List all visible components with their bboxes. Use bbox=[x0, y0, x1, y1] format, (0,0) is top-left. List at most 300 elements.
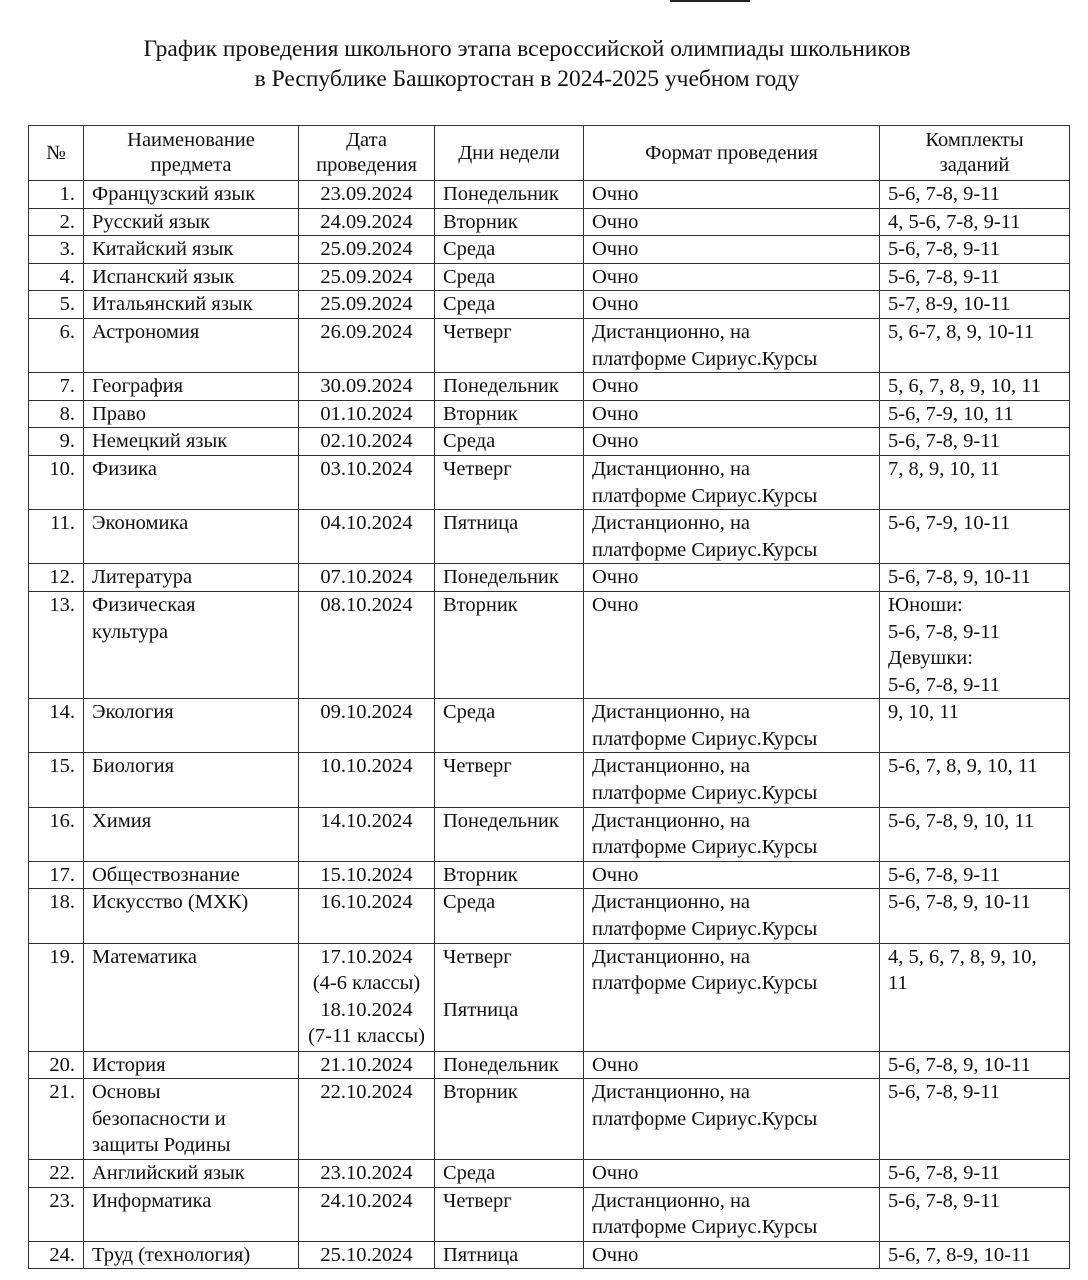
task-sets bbox=[880, 263, 1070, 291]
event-date-line: 30.09.2024 bbox=[320, 375, 413, 398]
task-sets bbox=[880, 1160, 1070, 1188]
weekday bbox=[435, 373, 584, 401]
event-format bbox=[584, 591, 880, 698]
event-date-line: 04.10.2024 bbox=[320, 512, 413, 535]
weekday bbox=[435, 943, 584, 1051]
event-format bbox=[584, 699, 880, 753]
row-number: 5. bbox=[29, 291, 84, 319]
event-date-line: 07.10.2024 bbox=[320, 566, 413, 589]
weekday bbox=[435, 861, 584, 889]
weekday bbox=[435, 1160, 584, 1188]
subject-name-line: Искусство (МХК) bbox=[92, 891, 249, 914]
weekday-line: Вторник bbox=[443, 210, 518, 233]
event-date-line: 09.10.2024 bbox=[320, 701, 413, 724]
row-number: 10. bbox=[29, 455, 84, 509]
event-date bbox=[299, 455, 435, 509]
event-date bbox=[299, 263, 435, 291]
task-sets-line: 5-6, 7-8, 9, 10-11 bbox=[888, 1053, 1031, 1076]
subject-name bbox=[84, 318, 299, 372]
event-date bbox=[299, 1079, 435, 1160]
event-format-line: Дистанционно, на bbox=[592, 755, 751, 778]
header-days: Дни недели bbox=[435, 126, 584, 181]
table-header-row bbox=[29, 126, 1070, 181]
table-row bbox=[29, 510, 1070, 564]
subject-name-line: Математика bbox=[92, 945, 197, 968]
task-sets-line: 5-6, 7-9, 10-11 bbox=[888, 512, 1011, 535]
event-date bbox=[299, 400, 435, 428]
task-sets-line: 5-6, 7-8, 9-11 bbox=[888, 863, 1000, 886]
weekday bbox=[435, 753, 584, 807]
task-sets bbox=[880, 318, 1070, 372]
subject-name bbox=[84, 943, 299, 1051]
subject-name bbox=[84, 889, 299, 943]
weekday-line bbox=[443, 970, 575, 997]
weekday bbox=[435, 400, 584, 428]
task-sets-line: 5-6, 7, 8-9, 10-11 bbox=[888, 1243, 1031, 1266]
table-row bbox=[29, 1241, 1070, 1269]
task-sets-line: 4, 5, 6, 7, 8, 9, 10, bbox=[888, 945, 1037, 968]
subject-name-line: безопасности и bbox=[92, 1107, 226, 1130]
weekday-line: Среда bbox=[443, 265, 496, 288]
event-date-line: (4-6 классы) bbox=[312, 972, 421, 995]
subject-name-line: Физическая bbox=[92, 593, 196, 616]
weekday-line: Четверг bbox=[443, 457, 512, 480]
row-number: 9. bbox=[29, 428, 84, 456]
event-date bbox=[299, 428, 435, 456]
event-date bbox=[299, 1160, 435, 1188]
task-sets-line: 5-6, 7-8, 9, 10, 11 bbox=[888, 809, 1035, 832]
event-format bbox=[584, 208, 880, 236]
event-date-line: 03.10.2024 bbox=[320, 457, 413, 480]
weekday bbox=[435, 1187, 584, 1241]
event-date-line: 17.10.2024 bbox=[320, 945, 413, 968]
weekday bbox=[435, 428, 584, 456]
event-format bbox=[584, 263, 880, 291]
event-format-line: Очно bbox=[592, 1243, 639, 1266]
weekday-line: Понедельник bbox=[443, 1053, 559, 1076]
task-sets-line: 4, 5-6, 7-8, 9-11 bbox=[888, 210, 1021, 233]
subject-name bbox=[84, 236, 299, 264]
event-format-line: платформе Сириус.Курсы bbox=[592, 347, 818, 370]
task-sets bbox=[880, 428, 1070, 456]
header-kits: Комплекты заданий bbox=[880, 126, 1070, 181]
task-sets bbox=[880, 1051, 1070, 1079]
table-row bbox=[29, 291, 1070, 319]
subject-name bbox=[84, 208, 299, 236]
event-format bbox=[584, 318, 880, 372]
weekday-line: Вторник bbox=[443, 863, 518, 886]
weekday bbox=[435, 699, 584, 753]
event-date-line: 16.10.2024 bbox=[320, 891, 413, 914]
weekday bbox=[435, 1241, 584, 1269]
event-format bbox=[584, 943, 880, 1051]
event-format-line: платформе Сириус.Курсы bbox=[592, 1216, 818, 1239]
weekday bbox=[435, 455, 584, 509]
task-sets-line: 5-7, 8-9, 10-11 bbox=[888, 293, 1011, 316]
event-format-line: платформе Сириус.Курсы bbox=[592, 1107, 818, 1130]
subject-name-line: Химия bbox=[92, 809, 152, 832]
subject-name-line: Обществознание bbox=[92, 863, 240, 886]
event-date-line: 25.09.2024 bbox=[320, 265, 413, 288]
event-format-line: Очно bbox=[592, 566, 639, 589]
task-sets-line: 5, 6-7, 8, 9, 10-11 bbox=[888, 320, 1035, 343]
event-format-line: Очно bbox=[592, 293, 639, 316]
event-format-line: платформе Сириус.Курсы bbox=[592, 836, 818, 859]
weekday-line: Четверг bbox=[443, 755, 512, 778]
row-number: 22. bbox=[29, 1160, 84, 1188]
weekday-line: Четверг bbox=[443, 1189, 512, 1212]
weekday-line: Пятница bbox=[443, 1243, 519, 1266]
weekday bbox=[435, 564, 584, 592]
table-row bbox=[29, 1051, 1070, 1079]
event-format bbox=[584, 861, 880, 889]
event-date-line: 25.09.2024 bbox=[320, 238, 413, 261]
task-sets-line: 5-6, 7-8, 9-11 bbox=[888, 1081, 1000, 1104]
weekday-line: Пятница bbox=[443, 998, 519, 1021]
event-format-line: Очно bbox=[592, 402, 639, 425]
event-format-line: платформе Сириус.Курсы bbox=[592, 918, 818, 941]
title-line-2: в Республике Башкортостан в 2024-2025 учебном году bbox=[254, 66, 800, 92]
weekday-line: Четверг bbox=[443, 945, 512, 968]
event-format-line: Очно bbox=[592, 1053, 639, 1076]
row-number: 17. bbox=[29, 861, 84, 889]
subject-name bbox=[84, 510, 299, 564]
olympiad-schedule-table bbox=[28, 125, 1070, 1269]
event-format-line: Дистанционно, на bbox=[592, 457, 751, 480]
subject-name bbox=[84, 1051, 299, 1079]
row-number: 16. bbox=[29, 807, 84, 861]
document-title bbox=[0, 34, 1054, 94]
weekday bbox=[435, 807, 584, 861]
event-format bbox=[584, 1079, 880, 1160]
weekday-line: Понедельник bbox=[443, 375, 559, 398]
task-sets bbox=[880, 181, 1070, 209]
task-sets-line: 5-6, 7-8, 9-11 bbox=[888, 265, 1000, 288]
row-number: 6. bbox=[29, 318, 84, 372]
table-row bbox=[29, 181, 1070, 209]
subject-name bbox=[84, 753, 299, 807]
event-date bbox=[299, 510, 435, 564]
weekday-line: Среда bbox=[443, 1162, 496, 1184]
header-date: Дата проведения bbox=[299, 126, 435, 181]
subject-name bbox=[84, 1187, 299, 1241]
task-sets-line: 11 bbox=[888, 972, 908, 995]
subject-name-line: Физика bbox=[92, 457, 157, 480]
subject-name-line: Биология bbox=[92, 755, 175, 778]
row-number: 19. bbox=[29, 943, 84, 1051]
table-body bbox=[29, 181, 1070, 1269]
table-row bbox=[29, 236, 1070, 264]
row-number: 24. bbox=[29, 1241, 84, 1269]
table-row bbox=[29, 373, 1070, 401]
weekday bbox=[435, 318, 584, 372]
weekday-line: Четверг bbox=[443, 320, 512, 343]
weekday-line: Среда bbox=[443, 430, 496, 453]
event-format-line: Дистанционно, на bbox=[592, 512, 751, 535]
task-sets bbox=[880, 753, 1070, 807]
event-date bbox=[299, 564, 435, 592]
weekday bbox=[435, 889, 584, 943]
weekday-line: Понедельник bbox=[443, 566, 559, 589]
event-format-line: платформе Сириус.Курсы bbox=[592, 782, 818, 805]
task-sets-line: 5, 6, 7, 8, 9, 10, 11 bbox=[888, 375, 1041, 398]
title-line-1: График проведения школьного этапа всероссийской олимпиады школьников bbox=[143, 36, 911, 62]
event-format bbox=[584, 753, 880, 807]
event-date bbox=[299, 208, 435, 236]
event-date bbox=[299, 373, 435, 401]
event-format-line: Очно bbox=[592, 863, 639, 886]
table-row bbox=[29, 943, 1070, 1051]
event-format-line: платформе Сириус.Курсы bbox=[592, 538, 818, 561]
header-subject: Наименование предмета bbox=[84, 126, 299, 181]
event-date-line: 08.10.2024 bbox=[320, 593, 413, 616]
event-date-line: (7-11 классы) bbox=[308, 1025, 425, 1048]
event-format-line: Дистанционно, на bbox=[592, 701, 751, 724]
event-format-line: Очно bbox=[592, 183, 639, 205]
weekday bbox=[435, 591, 584, 698]
task-sets-line: 9, 10, 11 bbox=[888, 701, 959, 724]
event-format bbox=[584, 400, 880, 428]
event-date-line: 23.10.2024 bbox=[320, 1162, 413, 1184]
event-format-line: Очно bbox=[592, 210, 639, 233]
subject-name bbox=[84, 263, 299, 291]
weekday bbox=[435, 510, 584, 564]
event-format bbox=[584, 1160, 880, 1188]
event-date-line: 22.10.2024 bbox=[320, 1081, 413, 1104]
header-format: Формат проведения bbox=[584, 126, 880, 181]
table-row bbox=[29, 208, 1070, 236]
event-date-line: 23.09.2024 bbox=[320, 183, 413, 205]
event-format bbox=[584, 291, 880, 319]
weekday-line: Среда bbox=[443, 293, 496, 316]
event-date-line: 02.10.2024 bbox=[320, 430, 413, 453]
event-format bbox=[584, 807, 880, 861]
weekday-line: Пятница bbox=[443, 512, 519, 535]
task-sets-line: 5-6, 7-8, 9-11 bbox=[888, 1162, 1000, 1184]
subject-name bbox=[84, 181, 299, 209]
weekday-line: Среда bbox=[443, 238, 496, 261]
event-date-line: 10.10.2024 bbox=[320, 755, 413, 778]
row-number: 23. bbox=[29, 1187, 84, 1241]
task-sets bbox=[880, 591, 1070, 698]
event-date bbox=[299, 1051, 435, 1079]
event-date bbox=[299, 807, 435, 861]
subject-name bbox=[84, 291, 299, 319]
subject-name-line: География bbox=[92, 375, 184, 398]
weekday bbox=[435, 208, 584, 236]
task-sets bbox=[880, 943, 1070, 1051]
weekday-line: Среда bbox=[443, 891, 496, 914]
table-row bbox=[29, 318, 1070, 372]
subject-name-line: Итальянский язык bbox=[92, 293, 253, 316]
event-format-line: Дистанционно, на bbox=[592, 1081, 751, 1104]
event-date-line: 01.10.2024 bbox=[320, 402, 413, 425]
task-sets bbox=[880, 455, 1070, 509]
table-row bbox=[29, 1160, 1070, 1188]
event-format-line: Дистанционно, на bbox=[592, 945, 751, 968]
table-row bbox=[29, 428, 1070, 456]
subject-name-line: Основы bbox=[92, 1081, 161, 1104]
top-rule-divider bbox=[670, 0, 750, 2]
task-sets-line: Девушки: bbox=[888, 647, 973, 670]
event-date bbox=[299, 291, 435, 319]
event-format bbox=[584, 889, 880, 943]
event-date bbox=[299, 861, 435, 889]
task-sets bbox=[880, 236, 1070, 264]
event-format bbox=[584, 564, 880, 592]
subject-name bbox=[84, 455, 299, 509]
subject-name-line: Французский язык bbox=[92, 183, 256, 205]
task-sets bbox=[880, 807, 1070, 861]
subject-name-line: Русский язык bbox=[92, 210, 211, 233]
table-row bbox=[29, 455, 1070, 509]
table-row bbox=[29, 564, 1070, 592]
event-date bbox=[299, 181, 435, 209]
row-number: 18. bbox=[29, 889, 84, 943]
row-number: 3. bbox=[29, 236, 84, 264]
header-num: № bbox=[29, 126, 84, 181]
subject-name-line: Литература bbox=[92, 566, 193, 589]
event-format-line: Очно bbox=[592, 430, 639, 453]
subject-name-line: Астрономия bbox=[92, 320, 200, 343]
weekday bbox=[435, 236, 584, 264]
table-row bbox=[29, 753, 1070, 807]
event-date-line: 14.10.2024 bbox=[320, 809, 413, 832]
task-sets-line: 5-6, 7-9, 10, 11 bbox=[888, 402, 1014, 425]
event-format-line: Дистанционно, на bbox=[592, 1189, 751, 1212]
row-number: 1. bbox=[29, 181, 84, 209]
task-sets-line: 5-6, 7-8, 9-11 bbox=[888, 620, 1000, 643]
row-number: 21. bbox=[29, 1079, 84, 1160]
weekday-line: Вторник bbox=[443, 593, 518, 616]
row-number: 12. bbox=[29, 564, 84, 592]
event-date-line: 18.10.2024 bbox=[320, 998, 413, 1021]
weekday-line: Понедельник bbox=[443, 809, 559, 832]
weekday-line: Понедельник bbox=[443, 183, 559, 205]
weekday-line: Вторник bbox=[443, 1081, 518, 1104]
task-sets-line: 5-6, 7-8, 9-11 bbox=[888, 238, 1000, 261]
weekday bbox=[435, 291, 584, 319]
event-format-line: Очно bbox=[592, 238, 639, 261]
event-format-line: Очно bbox=[592, 265, 639, 288]
event-format-line: Дистанционно, на bbox=[592, 320, 751, 343]
task-sets bbox=[880, 510, 1070, 564]
task-sets bbox=[880, 400, 1070, 428]
task-sets-line: Юноши: bbox=[888, 593, 963, 616]
weekday-line: Среда bbox=[443, 701, 496, 724]
table-row bbox=[29, 807, 1070, 861]
subject-name-line: Экономика bbox=[92, 512, 189, 535]
subject-name-line: История bbox=[92, 1053, 166, 1076]
event-format bbox=[584, 428, 880, 456]
event-date bbox=[299, 1187, 435, 1241]
subject-name-line: Китайский язык bbox=[92, 238, 234, 261]
subject-name bbox=[84, 400, 299, 428]
subject-name-line: Труд (технология) bbox=[92, 1243, 251, 1266]
event-date bbox=[299, 699, 435, 753]
event-format bbox=[584, 1241, 880, 1269]
row-number: 4. bbox=[29, 263, 84, 291]
event-date bbox=[299, 943, 435, 1051]
event-date-line: 24.09.2024 bbox=[320, 210, 413, 233]
task-sets bbox=[880, 1241, 1070, 1269]
task-sets-line: 5-6, 7-8, 9-11 bbox=[888, 430, 1000, 453]
weekday-line: Вторник bbox=[443, 402, 518, 425]
event-date-line: 25.10.2024 bbox=[320, 1243, 413, 1266]
event-date-line: 21.10.2024 bbox=[320, 1053, 413, 1076]
row-number: 8. bbox=[29, 400, 84, 428]
subject-name bbox=[84, 591, 299, 698]
subject-name bbox=[84, 428, 299, 456]
event-format-line: платформе Сириус.Курсы bbox=[592, 972, 818, 995]
subject-name bbox=[84, 564, 299, 592]
task-sets-line: 7, 8, 9, 10, 11 bbox=[888, 457, 1000, 480]
event-format-line: платформе Сириус.Курсы bbox=[592, 484, 818, 507]
task-sets-line: 5-6, 7, 8, 9, 10, 11 bbox=[888, 755, 1038, 778]
event-date bbox=[299, 1241, 435, 1269]
subject-name-line: Английский язык bbox=[92, 1162, 245, 1184]
subject-name-line: Испанский язык bbox=[92, 265, 235, 288]
subject-name bbox=[84, 373, 299, 401]
event-date bbox=[299, 236, 435, 264]
task-sets-line: 5-6, 7-8, 9-11 bbox=[888, 673, 1000, 696]
event-date bbox=[299, 753, 435, 807]
subject-name-line: Немецкий язык bbox=[92, 430, 228, 453]
row-number: 11. bbox=[29, 510, 84, 564]
table-row bbox=[29, 263, 1070, 291]
task-sets bbox=[880, 564, 1070, 592]
event-format-line: Дистанционно, на bbox=[592, 891, 751, 914]
weekday bbox=[435, 181, 584, 209]
subject-name-line: культура bbox=[92, 620, 169, 643]
task-sets bbox=[880, 1187, 1070, 1241]
task-sets-line: 5-6, 7-8, 9-11 bbox=[888, 1189, 1000, 1212]
event-date bbox=[299, 889, 435, 943]
row-number: 15. bbox=[29, 753, 84, 807]
subject-name bbox=[84, 861, 299, 889]
table-row bbox=[29, 1079, 1070, 1160]
event-date bbox=[299, 591, 435, 698]
event-date bbox=[299, 318, 435, 372]
row-number: 2. bbox=[29, 208, 84, 236]
subject-name-line: Право bbox=[92, 402, 146, 425]
table-row bbox=[29, 400, 1070, 428]
table-row bbox=[29, 591, 1070, 698]
weekday bbox=[435, 263, 584, 291]
task-sets bbox=[880, 373, 1070, 401]
subject-name-line: защиты Родины bbox=[92, 1134, 231, 1157]
event-format bbox=[584, 236, 880, 264]
weekday bbox=[435, 1051, 584, 1079]
subject-name bbox=[84, 699, 299, 753]
table-row bbox=[29, 1187, 1070, 1241]
event-format bbox=[584, 1187, 880, 1241]
event-format bbox=[584, 510, 880, 564]
subject-name bbox=[84, 1160, 299, 1188]
task-sets bbox=[880, 889, 1070, 943]
table-row bbox=[29, 889, 1070, 943]
event-date-line: 24.10.2024 bbox=[320, 1189, 413, 1212]
subject-name-line: Экология bbox=[92, 701, 174, 724]
task-sets bbox=[880, 861, 1070, 889]
event-format-line: платформе Сириус.Курсы bbox=[592, 727, 818, 750]
subject-name bbox=[84, 1079, 299, 1160]
subject-name bbox=[84, 807, 299, 861]
event-date-line: 15.10.2024 bbox=[320, 863, 413, 886]
event-format-line: Очно bbox=[592, 593, 639, 616]
event-date-line: 26.09.2024 bbox=[320, 320, 413, 343]
task-sets bbox=[880, 291, 1070, 319]
